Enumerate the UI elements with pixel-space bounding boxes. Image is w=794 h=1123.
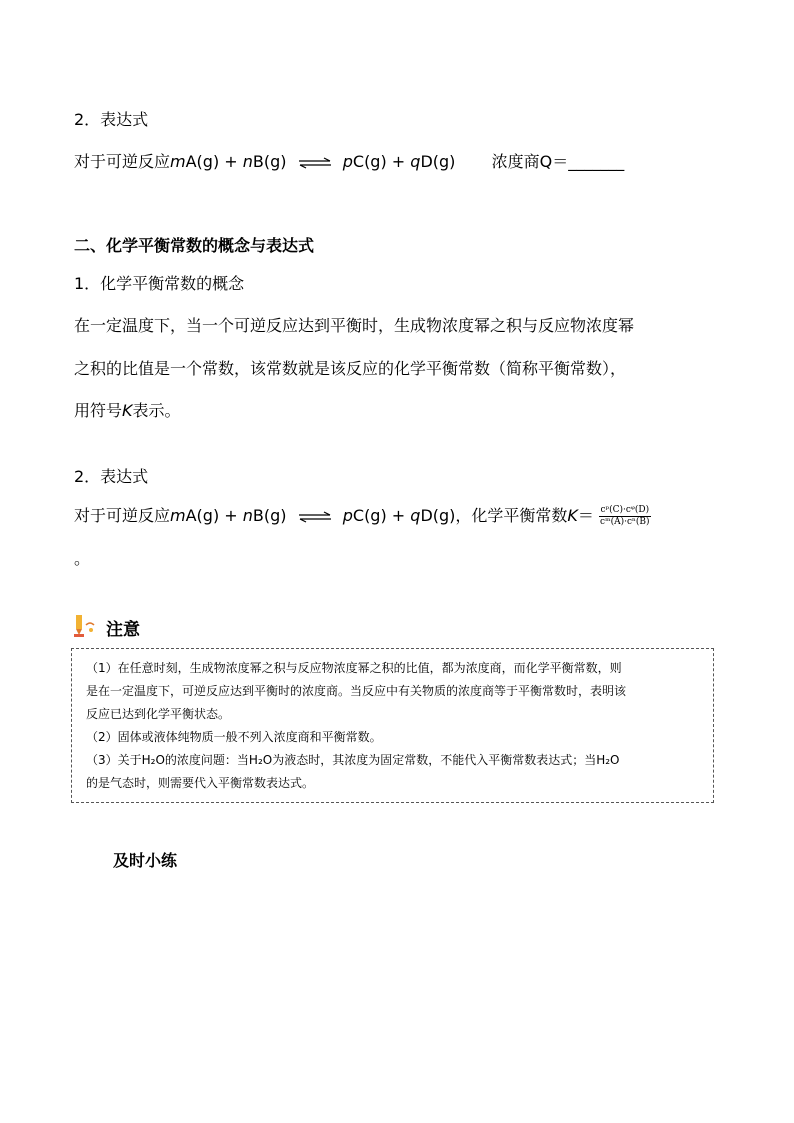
- equilibrium-arrow-icon: [298, 157, 332, 169]
- species-c: C(g) +: [352, 506, 411, 525]
- eq-prefix: 对于可逆反应: [74, 152, 171, 171]
- species-a: A(g) +: [185, 506, 243, 525]
- species-d: D(g): [420, 152, 456, 171]
- note-line: 是在一定温度下，可逆反应达到平衡时的浓度商。当反应中有关物质的浓度商等于平衡常数时，表明该: [86, 684, 627, 698]
- note-title: 注意: [106, 620, 140, 640]
- species-c: C(g) +: [352, 152, 411, 171]
- concept-paragraph-line-1: 在一定温度下，当一个可逆反应达到平衡时，生成物浓度幂之积与反应物浓度幂: [74, 316, 635, 335]
- coef-p: p: [342, 152, 353, 171]
- note-box: [71, 648, 714, 803]
- practice-title: 及时小练: [113, 851, 178, 870]
- pencil-note-icon: [72, 613, 98, 639]
- coef-n: n: [242, 506, 253, 525]
- trailing-period: 。: [74, 549, 91, 568]
- subheading-concept: 1．化学平衡常数的概念: [74, 274, 245, 293]
- note-line: 的是气态时，则需要代入平衡常数表达式。: [86, 776, 315, 790]
- species-b: B(g): [252, 506, 287, 525]
- coef-m: m: [170, 506, 186, 525]
- species-a: A(g) +: [185, 152, 243, 171]
- coef-q: q: [410, 506, 421, 525]
- k-text: ，化学平衡常数: [455, 506, 568, 525]
- quotient-label: 浓度商Q＝: [491, 152, 569, 171]
- coef-n: n: [242, 152, 253, 171]
- concept-paragraph-line-3: [74, 398, 181, 421]
- note-line: （3）关于H₂O的浓度问题：当H₂O为液态时，其浓度为固定常数，不能代入平衡常数表达式；当H₂O: [86, 753, 620, 767]
- note-line: 反应已达到化学平衡状态。: [86, 707, 231, 721]
- equilibrium-constant-fraction: [599, 505, 651, 528]
- note-line: （1）在任意时刻，生成物浓度幂之积与反应物浓度幂之积的比值，都为浓度商，而化学平衡常数，则: [86, 661, 622, 675]
- fraction-numerator: cᵖ(C)·cᵠ(D): [600, 505, 650, 515]
- coef-q: q: [410, 152, 421, 171]
- section-title: 二、化学平衡常数的概念与表达式: [74, 236, 315, 255]
- coef-m: m: [170, 152, 186, 171]
- coef-p: p: [342, 506, 353, 525]
- section-heading-expression: 2．表达式: [74, 110, 149, 129]
- k-symbol: K: [122, 401, 133, 420]
- equilibrium-arrow-icon: [298, 511, 332, 523]
- note-line: （2）固体或液体纯物质一般不列入浓度商和平衡常数。: [86, 730, 382, 744]
- k-equals: ＝: [577, 506, 594, 525]
- k-symbol: K: [567, 506, 578, 525]
- concept-paragraph-line-2: 之积的比值是一个常数，该常数就是该反应的化学平衡常数（简称平衡常数），: [74, 359, 627, 378]
- subheading-expression: 2．表达式: [74, 467, 149, 486]
- equation-line-2: [74, 503, 651, 528]
- quotient-blank: _______: [568, 152, 625, 171]
- eq-prefix: 对于可逆反应: [74, 506, 171, 525]
- para-text-b: 表示。: [132, 401, 181, 420]
- species-b: B(g): [252, 152, 287, 171]
- fraction-denominator: cᵐ(A)·cⁿ(B): [600, 517, 650, 527]
- species-d: D(g): [420, 506, 456, 525]
- equation-line-1: [74, 149, 624, 172]
- para-text-a: 用符号: [74, 401, 123, 420]
